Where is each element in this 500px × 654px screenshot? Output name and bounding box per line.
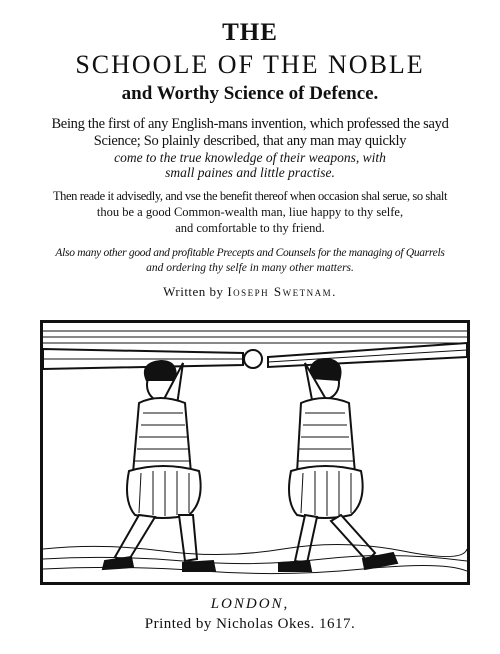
- precepts-line-2: and ordering thy selfe in many other matters.: [146, 262, 354, 274]
- advice-line-1: Then reade it advisedly, and vse the benefit thereof when occasion shal serue, so shalt: [52, 189, 448, 203]
- title-subtitle: and Worthy Science of Defence.: [121, 83, 379, 104]
- author-prefix: Written by: [163, 284, 224, 299]
- swordsmen-woodcut: [43, 323, 467, 582]
- title-the: THE: [222, 19, 278, 46]
- imprint-printer: Printed by Nicholas Okes. 1617.: [144, 616, 356, 632]
- precepts-line-1: Also many other good and profitable Precepts and Counsels for the managing of Quarrels: [55, 247, 445, 259]
- advice-line-3: and comfortable to thy friend.: [175, 221, 325, 235]
- author-name: Ioseph Swetnam.: [227, 284, 337, 299]
- title-main: SCHOOLE OF THE NOBLE: [75, 50, 425, 79]
- description-line-3: come to the true knowledge of their weapons, with: [114, 150, 386, 165]
- imprint-place: LONDON,: [210, 596, 290, 612]
- description-line-2: Science; So plainly described, that any man may quickly: [93, 133, 407, 149]
- woodcut-illustration: [40, 320, 470, 585]
- description-line-4: small paines and little practise.: [165, 165, 335, 180]
- advice-line-2: thou be a good Common-wealth man, liue happy to thy selfe,: [96, 205, 404, 219]
- author-line: [0, 285, 500, 298]
- description-line-1: Being the first of any English-mans invention, which professed the sayd: [51, 116, 449, 132]
